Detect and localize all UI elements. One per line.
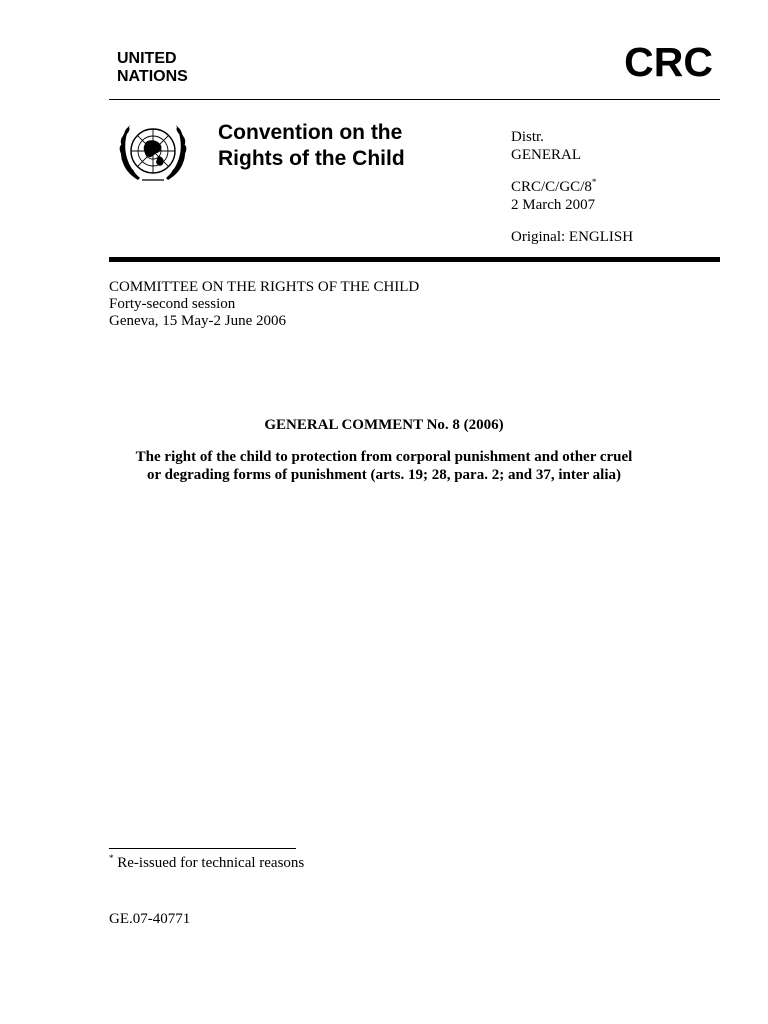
committee-block	[109, 279, 419, 330]
spacer	[511, 214, 633, 228]
distribution-block	[511, 128, 633, 246]
footnote-mark: *	[109, 853, 114, 863]
subtitle-line-1: The right of the child to protection from corporal punishment and other cruel	[135, 449, 633, 465]
distribution-level: GENERAL	[511, 147, 581, 163]
header-thick-rule	[109, 257, 720, 262]
subtitle-line-2: or degrading forms of punishment (arts. 19; 28, para. 2; and 37, inter alia)	[146, 467, 622, 483]
org-line-1: UNITED	[117, 50, 177, 67]
footnote-rule	[109, 848, 296, 849]
un-emblem-icon	[116, 120, 190, 184]
distribution-label: Distr.	[511, 129, 544, 145]
general-comment-subtitle	[0, 448, 768, 484]
convention-title	[218, 120, 405, 172]
convention-title-line-1: Convention on the	[218, 121, 403, 144]
general-comment-title: GENERAL COMMENT No. 8 (2006)	[264, 417, 504, 433]
document-series-code: CRC	[624, 39, 713, 85]
header-rule	[109, 99, 720, 100]
spacer	[511, 164, 633, 178]
document-code: GE.07-40771	[109, 911, 191, 927]
org-line-2: NATIONS	[117, 68, 188, 85]
footnote-mark: *	[591, 177, 597, 187]
original-language: Original: ENGLISH	[511, 229, 634, 245]
document-symbol-line	[511, 178, 633, 196]
footnote-text: Re-issued for technical reasons	[113, 855, 305, 871]
committee-place-date: Geneva, 15 May-2 June 2006	[109, 313, 287, 329]
footnote	[109, 854, 304, 872]
organization-name	[117, 50, 188, 86]
committee-name: COMMITTEE ON THE RIGHTS OF THE CHILD	[109, 279, 420, 295]
convention-title-line-2: Rights of the Child	[218, 147, 405, 170]
committee-session: Forty-second session	[109, 296, 236, 312]
document-symbol: CRC/C/GC/8	[511, 179, 592, 195]
document-date: 2 March 2007	[511, 197, 596, 213]
